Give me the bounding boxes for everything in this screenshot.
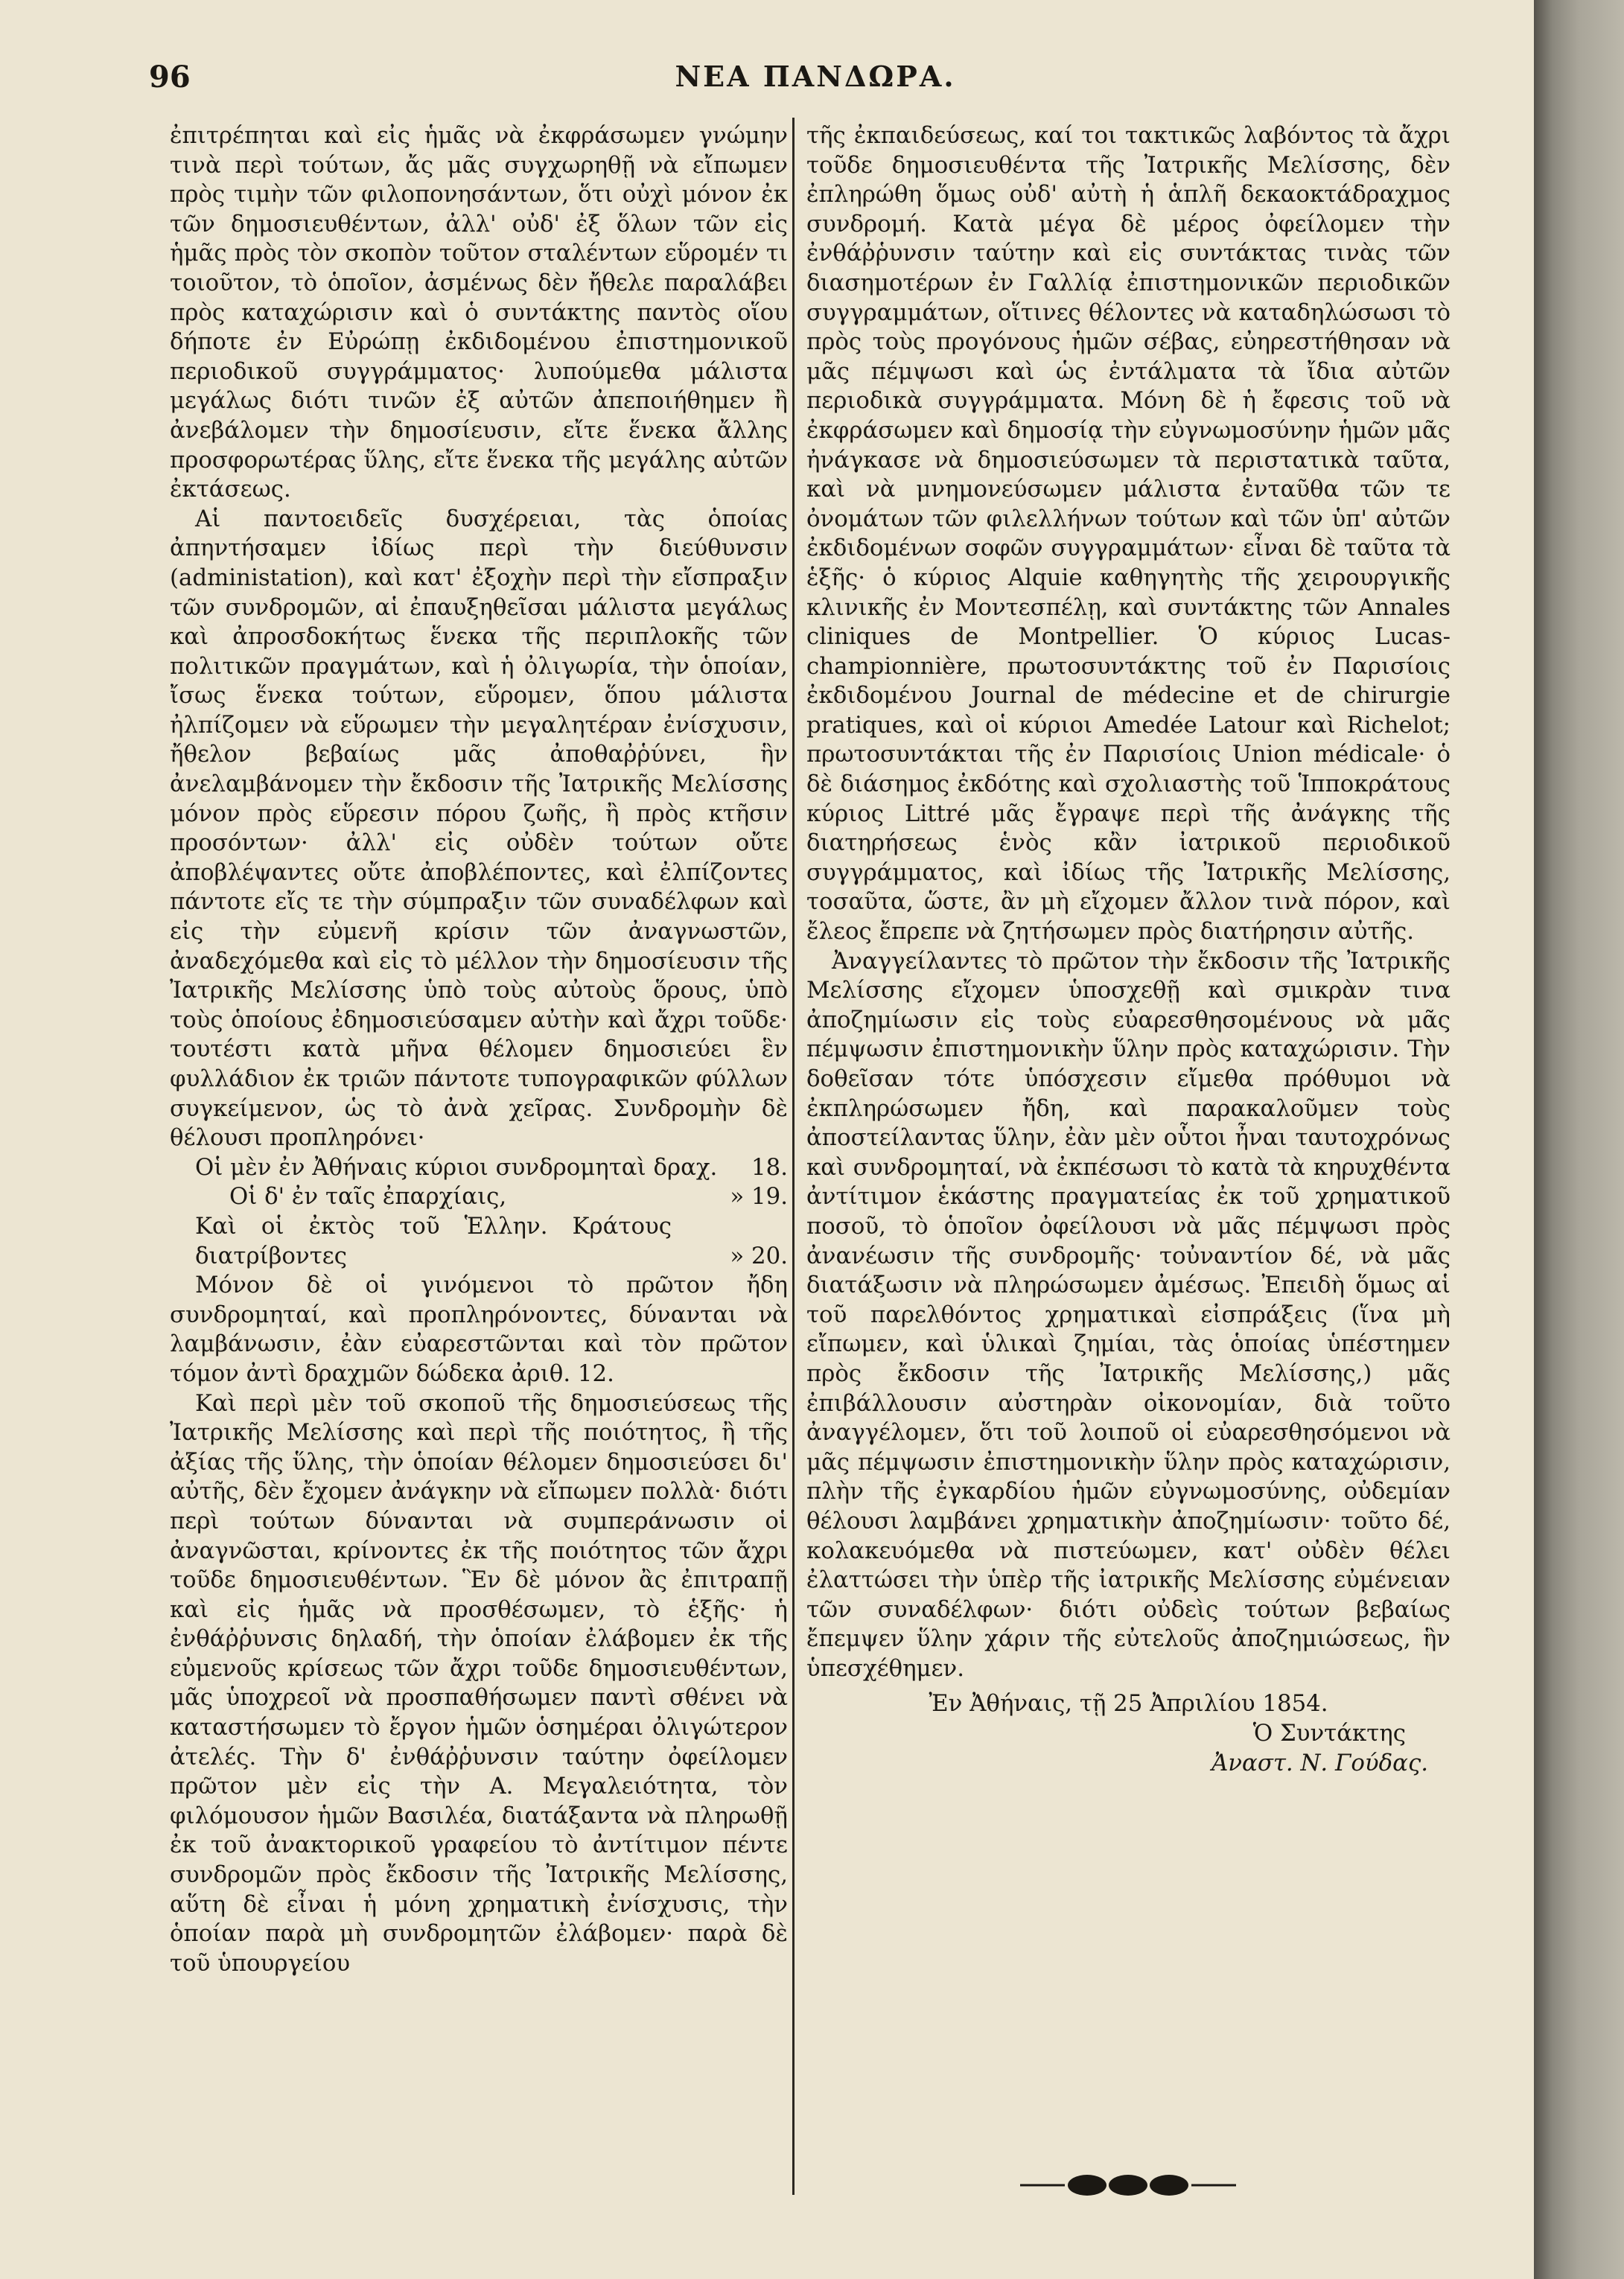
fee-amount: » 19. [730, 1183, 788, 1211]
paragraph: Μόνον δὲ οἱ γινόμενοι τὸ πρῶτον ἤδη συνδρομηταί, καὶ προπληρόνοντες, δύνανται νὰ λαμβάνωσιν, ἐὰν εὐαρεστῶνται καὶ τὸν πρῶτον τόμον ἀντὶ δραχμῶν δώδεκα ἀριθ. 12. [170, 1272, 788, 1387]
paragraph: Καὶ περὶ μὲν τοῦ σκοποῦ τῆς δημοσιεύσεως τῆς Ἰατρικῆς Μελίσσης καὶ περὶ τῆς ποιότητος, ἢ τῆς ἀξίας τῆς ὕλης, τὴν ὁποίαν θέλομεν δημοσιεύσει δι' αὐτῆς, δὲν ἔχομεν ἀνάγκην νὰ εἴπωμεν πολλὰ· διότι περὶ τούτων δύνανται νὰ συμπεράνωσιν οἱ ἀναγνῶσται, κρίνοντες ἐκ τῆς ποιότητος τῶν ἄχρι τοῦδε δημοσιευθέντων. Ἓν δὲ μόνον ἂς ἐπιτραπῇ καὶ εἰς ἡμᾶς νὰ προσθέσωμεν, τὸ ἑξῆς· ἡ ἐνθάῤῥυνσις δηλαδή, τὴν ὁποίαν ἐλάβομεν ἐκ τῆς εὐμενοῦς κρίσεως τῶν ἄχρι τοῦδε δημοσιευθέντων, μᾶς ὑποχρεοῖ νὰ προσπαθήσωμεν παντὶ σθένει νὰ καταστήσωμεν τὸ ἔργον ἡμῶν ὁσημέραι ὀλιγώτερον ἀτελές. Τὴν δ' ἐνθάῤῥυνσιν ταύτην ὀφείλομεν πρῶτον μὲν εἰς τὴν Α. Μεγαλειότητα, τὸν φιλόμουσον ἡμῶν Βασιλέα, διατάξαντα νὰ πληρωθῇ ἐκ τοῦ ἀνακτορικοῦ γραφείου τὸ ἀντίτιμον πέντε συνδρομῶν πρὸς ἔκδοσιν τῆς Ἰατρικῆς Μελίσσης, αὕτη δὲ εἶναι ἡ μόνη χρηματικὴ ἐνίσχυσις, τὴν ὁποίαν παρὰ μὴ συνδρομητῶν ἐλάβομεν· παρὰ δὲ τοῦ ὑπουργείου [170, 1389, 788, 1977]
right-column [806, 121, 1451, 1778]
fee-label: Οἱ μὲν ἐν Ἀθήναις κύριοι συνδρομηταὶ δραχ. [195, 1153, 718, 1181]
dateline: Ἐν Ἀθήναις, τῇ 25 Ἀπριλίου 1854. [929, 1690, 1328, 1718]
subscription-fee-row [170, 1153, 788, 1183]
subscription-fee-row [170, 1182, 788, 1212]
fee-amount: » 20. [730, 1242, 788, 1269]
page-edge-shadow [1534, 0, 1624, 2279]
running-title: ΝΕΑ ΠΑΝΔΩΡΑ. [675, 60, 956, 93]
subscription-fee-row [170, 1212, 788, 1271]
left-column [170, 121, 788, 1978]
fee-amount: 18. [751, 1153, 788, 1181]
fee-label: Οἱ δ' ἐν ταῖς ἐπαρχίαις, [229, 1183, 507, 1211]
paragraph: Ἀναγγείλαντες τὸ πρῶτον τὴν ἔκδοσιν τῆς Ἰατρικῆς Μελίσσης εἴχομεν ὑποσχεθῇ καὶ σμικρὰν τινα ἀποζημίωσιν εἰς τοὺς εὐαρεσθησομένους νὰ μᾶς πέμψωσιν ἐπιστημονικὴν ὕλην πρὸς καταχώρισιν. Τὴν δοθεῖσαν τότε ὑπόσχεσιν εἴμεθα πρόθυμοι νὰ ἐκπληρώσωμεν ἤδη, καὶ παρακαλοῦμεν τοὺς ἀποστείλαντας ὕλην, ἐὰν μὲν οὗτοι ἦναι ταυτοχρόνως καὶ συνδρομηταί, νὰ ἐκπέσωσι τὸ κατὰ τὰ κηρυχθέντα ἀντίτιμον ἑκάστης πραγματείας ἐκ τοῦ χρηματικοῦ ποσοῦ, τὸ ὁποῖον ὀφείλουσι νὰ μᾶς πέμψωσι πρὸς ἀνανέωσιν τῆς συνδρομῆς· τοὐναντίον δέ, νὰ μᾶς διατάξωσιν νὰ πληρώσωμεν ἀμέσως. Ἐπειδὴ ὅμως αἱ τοῦ παρελθόντος χρηματικαὶ εἰσπράξεις (ἵνα μὴ εἴπωμεν, καὶ ὑλικαὶ ζημίαι, τὰς ὁποίας ὑπέστημεν πρὸς ἔκδοσιν τῆς Ἰατρικῆς Μελίσσης,) μᾶς ἐπιβάλλουσιν αὐστηρὰν οἰκονομίαν, διὰ τοῦτο ἀναγγέλομεν, ὅτι τοῦ λοιποῦ οἱ εὐαρεσθησόμενοι νὰ μᾶς πέμψωσιν ἐπιστημονικὴν ὕλην πρὸς καταχώρισιν, πλὴν τῆς ἐγκαρδίου ἡμῶν εὐγνωμοσύνης, οὐδεμίαν θέλουσι λαμβάνει χρηματικὴν ἀποζημίωσιν· τοῦτο δέ, κολακευόμεθα νὰ πιστεύωμεν, κατ' οὐδὲν θέλει ἐλαττώσει τὴν ὑπὲρ τῆς ἰατρικῆς Μελίσσης εὐμένειαν τῶν συναδέλφων· διότι οὐδεὶς τούτων βεβαίως ἔπεμψεν ὕλην χάριν τῆς εὐτελοῦς ἀποζημιώσεως, ἣν ὑπεσχέθημεν. [806, 947, 1451, 1682]
column-divider [792, 118, 795, 2195]
page-header [149, 60, 1482, 104]
fee-label: Καὶ οἱ ἐκτὸς τοῦ Ἑλλην. Κράτους διατρίβοντες [195, 1212, 672, 1269]
ornament-rule-icon [1020, 2170, 1236, 2200]
signature-role: Ὁ Συντάκτης [1252, 1720, 1406, 1747]
paragraph: ἐπιτρέπηται καὶ εἰς ἡμᾶς νὰ ἐκφράσωμεν γνώμην τινὰ περὶ τούτων, ἄς μᾶς συγχωρηθῇ νὰ εἴπωμεν πρὸς τιμὴν τῶν φιλοπονησάντων, ὅτι οὐχὶ μόνον ἐκ τῶν δημοσιευθέντων, ἀλλ' οὐδ' ἐξ ὅλων τῶν εἰς ἡμᾶς πρὸς τὸν σκοπὸν τοῦτον σταλέντων εὕρομέν τι τοιοῦτον, τὸ ὁποῖον, ἀσμένως δὲν ἤθελε παραλάβει πρὸς καταχώρισιν καὶ ὁ συντάκτης παντὸς οἵου δήποτε ἐν Εὐρώπῃ ἐκδιδομένου ἐπιστημονικοῦ περιοδικοῦ συγγράμματος· λυπούμεθα μάλιστα μεγάλως διότι τινῶν ἐξ αὐτῶν ἀπεποιήθημεν ἢ ἀνεβάλομεν τὴν δημοσίευσιν, εἴτε ἕνεκα ἄλλης προσφορωτέρας ὕλης, εἴτε ἕνεκα τῆς μεγάλης αὐτῶν ἐκτάσεως. [170, 122, 788, 503]
paragraph: Αἱ παντοειδεῖς δυσχέρειαι, τὰς ὁποίας ἀπηντήσαμεν ἰδίως περὶ τὴν διεύθυνσιν (administation), καὶ κατ' ἐξοχὴν περὶ τὴν εἴσπραξιν τῶν συνδρομῶν, αἱ ἐπαυξηθεῖσαι μάλιστα μεγάλως καὶ ἀπροσδοκήτως ἕνεκα τῆς περιπλοκῆς τῶν πολιτικῶν πραγμάτων, καὶ ἡ ὀλιγωρία, τὴν ὁποίαν, ἴσως ἕνεκα τούτων, εὕρομεν, ὅπου μάλιστα ἠλπίζομεν νὰ εὕρωμεν τὴν μεγαλητέραν ἐνίσχυσιν, ἤθελον βεβαίως μᾶς ἀποθαῤῥύνει, ἣν ἀνελαμβάνομεν τὴν ἔκδοσιν τῆς Ἰατρικῆς Μελίσσης μόνον πρὸς εὕρεσιν πόρου ζωῆς, ἢ πρὸς κτῆσιν προσόντων· ἀλλ' εἰς οὐδὲν τούτων οὔτε ἀποβλέψαντες οὔτε ἀποβλέποντες, καὶ ἐλπίζοντες πάντοτε εἴς τε τὴν σύμπραξιν τῶν συναδέλφων καὶ εἰς τὴν εὐμενῆ κρίσιν τῶν ἀναγνωστῶν, ἀναδεχόμεθα καὶ εἰς τὸ μέλλον τὴν δημοσίευσιν τῆς Ἰατρικῆς Μελίσσης ὑπὸ τοὺς αὐτοὺς ὅρους, ὑπὸ τοὺς ὁποίους ἐδημοσιεύσαμεν αὐτὴν καὶ ἄχρι τοῦδε· τουτέστι κατὰ μῆνα θέλομεν δημοσιεύει ἓν φυλλάδιον ἐκ τριῶν πάντοτε τυπογραφικῶν φύλλων συγκείμενον, ὡς τὸ ἀνὰ χεῖρας. Συνδρομὴν δὲ θέλουσι προπληρόνει· [170, 505, 788, 1152]
signature-name: Ἀναστ. Ν. Γούδας. [1211, 1749, 1428, 1776]
page-number: 96 [149, 60, 191, 95]
paragraph: τῆς ἐκπαιδεύσεως, καί τοι τακτικῶς λαβόντος τὰ ἄχρι τοῦδε δημοσιευθέντα τῆς Ἰατρικῆς Μελίσσης, δὲν ἐπληρώθη ὅμως οὐδ' αὐτὴ ἡ ἁπλῆ δεκαοκτάδραχμος συνδρομή. Κατὰ μέγα δὲ μέρος ὀφείλομεν τὴν ἐνθάῤῥυνσιν ταύτην καὶ εἰς συντάκτας τινὰς τῶν διασημοτέρων ἐν Γαλλίᾳ ἐπιστημονικῶν περιοδικῶν συγγραμμάτων, οἵτινες θέλοντες νὰ καταδηλώσωσι τὸ πρὸς τοὺς προγόνους ἡμῶν σέβας, εὐηρεστήθησαν νὰ μᾶς πέμψωσι καὶ ὡς ἐντάλματα τὰ ἴδια αὐτῶν περιοδικὰ συγγράμματα. Μόνη δὲ ἡ ἔφεσις τοῦ νὰ ἐκφράσωμεν καὶ δημοσίᾳ τὴν εὐγνωμοσύνην ἡμῶν μᾶς ἠνάγκασε νὰ δημοσιεύσωμεν τὰ περιστατικὰ ταῦτα, καὶ νὰ μνημονεύσωμεν μάλιστα ἐνταῦθα τῶν τε ὀνομάτων τῶν φιλελλήνων τούτων καὶ τῶν ὑπ' αὐτῶν ἐκδιδομένων σοφῶν συγγραμμάτων· εἶναι δὲ ταῦτα τὰ ἑξῆς· ὁ κύριος Alquie καθηγητὴς τῆς χειρουργικῆς κλινικῆς ἐν Μοντεσπέλῃ, καὶ συντάκτης τῶν Annales cliniques de Montpellier. Ὁ κύριος Lucas-championnière, πρωτοσυντάκτης τοῦ ἐν Παρισίοις ἐκδιδομένου Journal de médecine et de chirurgie pratiques, καὶ οἱ κύριοι Amedée Latour καὶ Richelot; πρωτοσυντάκται τῆς ἐν Παρισίοις Union médicale· ὁ δὲ διάσημος ἐκδότης καὶ σχολιαστὴς τοῦ Ἱπποκράτους κύριος Littré μᾶς ἔγραψε περὶ τῆς ἀνάγκης τῆς διατηρήσεως ἑνὸς κἂν ἰατρικοῦ περιοδικοῦ συγγράμματος, καὶ ἰδίως τῆς Ἰατρικῆς Μελίσσης, τοσαῦτα, ὥστε, ἂν μὴ εἴχομεν ἄλλον τινὰ πόρον, καὶ ἔλεος ἔπρεπε νὰ ζητήσωμεν πρὸς διατήρησιν αὐτῆς. [806, 122, 1451, 946]
